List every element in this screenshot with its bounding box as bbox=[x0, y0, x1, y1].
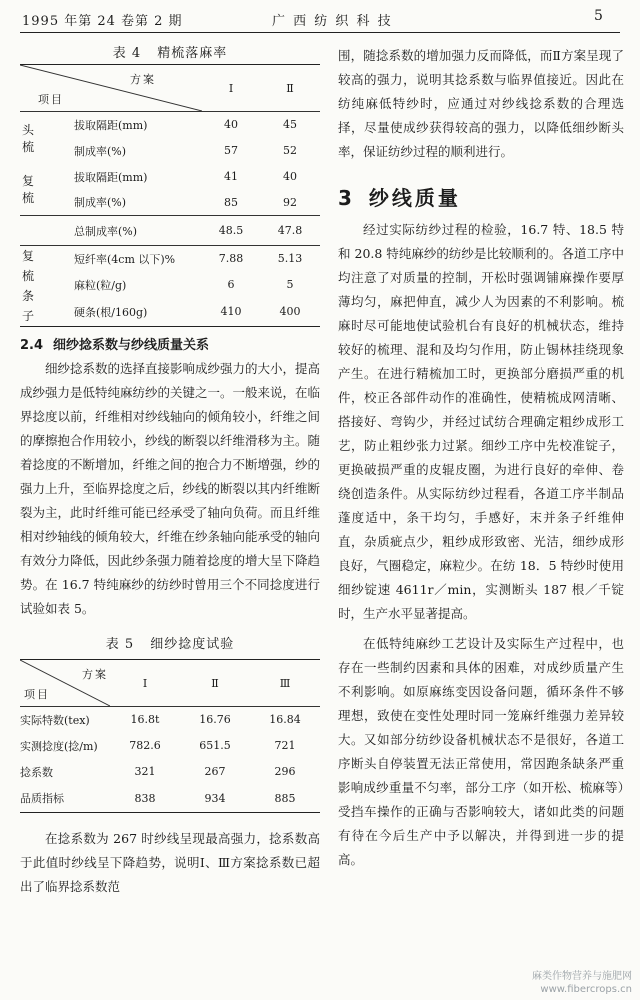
table-row: 捻系数 321 267 296 bbox=[20, 765, 296, 779]
table-row: 实测捻度(捻/m) 782.6 651.5 721 bbox=[20, 739, 296, 753]
table-row: 头 梳 拔取隔距(mm) 40 45 bbox=[20, 112, 320, 138]
table5-head-row: 方案 项目 Ⅰ Ⅱ Ⅲ bbox=[20, 660, 320, 707]
issue-info: 1995 年第 24 卷第 2 期 bbox=[22, 14, 183, 29]
section-2-4-paragraph: 细纱捻系数的选择直接影响成纱强力的大小，提高成纱强力是低特纯麻纺纱的关键之一。一般来说，在临界捻度以前，纤维相对纱线轴向的倾角较小，纤维之间的摩擦抱合作用较小，纱线的断裂以纤维滑移为主。随着捻度的不断增加，纤维之间的抱合力不断增强，纱的强力上升，至临界捻度之后，纱线的断裂以其内纤维断裂为主，此时纤维可能已经承受了轴向负荷。而且纤维相对纱轴线的倾角较大，纤维在纱条轴向能承受的轴向有效分力降低，因此纱条强力随着捻度的增大呈下降趋势。在 16.7 特纯麻纱的纺纱时曾用三个不同捻度进行试验如表 5。 bbox=[20, 361, 321, 616]
running-header bbox=[0, 0, 640, 34]
table-row-total: 总制成率(%) 48.5 47.8 bbox=[20, 216, 320, 246]
right-column bbox=[338, 44, 624, 872]
table-row: 制成率(%) 85 92 bbox=[74, 195, 297, 210]
journal-name: 广 西 纺 织 科 技 bbox=[272, 14, 393, 29]
table-row: 品质指标 838 934 885 bbox=[20, 785, 320, 813]
table5-diagonal-header: 方案 项目 bbox=[20, 660, 110, 706]
paragraph-after-table5: 在捻系数为 267 时纱线呈现最高强力，捻系数高于此值时纱线呈下降趋势，说明Ⅰ、Ⅲ方案捻系数已超出了临界捻系数范 bbox=[20, 831, 320, 894]
section-3-heading: 3 纱线质量 bbox=[338, 186, 461, 210]
table4-head-row: 方案 项目 Ⅰ Ⅱ bbox=[20, 65, 320, 112]
section-2-4-heading: 2.4 细纱捻系数与纱线质量关系 bbox=[20, 338, 210, 353]
table-row: 实际特数(tex) 16.8t 16.76 16.84 bbox=[20, 707, 320, 733]
page-number: 5 bbox=[594, 8, 603, 24]
section-3-paragraph-2: 在低特纯麻纱工艺设计及实际生产过程中，也存在一些制约因素和具体的困难，对成纱质量产生不利影响。如原麻练变因设备问题，循环条件不够理想，致使在变性处理时同一笼麻纤维强力差异较大。又如部分纺纱设备机械状态不是很好，各道工序断头自停装置无法正常使用，常因跑条缺条严重影响成纱重量不匀率，部分工序（如开松、梳麻等）受挡车操作的正确与否影响较大，诸如此类的问题有待在今后生产中予以解决，并得到进一步的提高。 bbox=[338, 636, 624, 867]
table4-diagonal-header: 方案 项目 bbox=[20, 65, 202, 111]
table-row: 麻粒(粒/g) 6 5 bbox=[74, 278, 294, 292]
table-row: 硬条(根/160g) 410 400 bbox=[20, 298, 320, 327]
table4-caption: 表 4 精梳落麻率 bbox=[112, 46, 228, 61]
table-row: 复 梳 拔取隔距(mm) 41 40 bbox=[22, 170, 297, 206]
table5 bbox=[20, 659, 320, 813]
header-rule bbox=[20, 32, 620, 33]
section-3-paragraph-1: 经过实际纺纱过程的检验，16.7 特、18.5 特和 20.8 特纯麻纱的纺纱是比较顺利的。各道工序中均注意了对质量的控制，开松时强调铺麻操作要厚薄均匀，麻把伸直，减少人为因素的不利影响。梳麻时尽可能地使试验机台有良好的机械状态，维持较好的梳理、混和及均匀作用，防止锡林挂绕现象产生。在进行精梳加工时，更换部分磨损严重的机件，校正各部件动作的准确性，使精梳成网清晰、搭接好、弯钩少，并经过试纺合理确定粗纱成形工艺，防止粗纱张力过紧。细纱工序中先校准锭子，更换破损严重的皮辊皮圈，为进行良好的牵伸、卷绕创造条件。从实际纺纱过程看，各道工序半制品蓬度适中，条干均匀，手感好，末并条子纤维伸直，杂质疵点少，粗纱成形致密、光洁，细纱成形良好，气圈稳定，麻粒少。在纺 18．5 特纱时使用细纱锭速 4611r／min，实测断头 187 根／千锭时，生产水平显著提高。 bbox=[338, 222, 624, 621]
table-row: 复 梳 条 子 短纤率(4cm 以下)% 7.88 5.13 bbox=[20, 246, 320, 272]
continued-paragraph: 围，随捻系数的增加强力反而降低，而Ⅱ方案呈现了较高的强力，说明其捻系数与临界值接近。因此在纺纯麻低特纱时，应通过对纱线捻系数的合理选择，尽量使成纱获得较高的强力，以降低细纱断头率，保证纺纱过程的顺利进行。 bbox=[338, 48, 624, 159]
table-row: 制成率(%) 57 52 bbox=[74, 144, 297, 158]
watermark: 麻类作物营养与施肥网 www.fibercrops.cn bbox=[532, 971, 632, 995]
left-column bbox=[20, 44, 320, 899]
table4 bbox=[20, 64, 320, 327]
table5-caption: 表 5 细纱捻度试验 bbox=[105, 637, 235, 652]
